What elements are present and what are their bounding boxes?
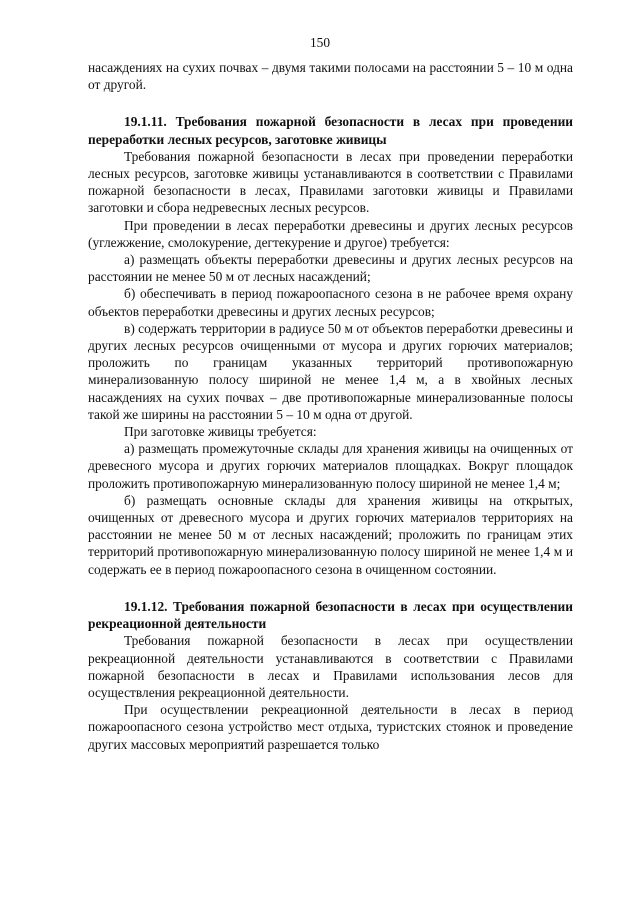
list-item: а) размещать промежуточные склады для хранения живицы на очищенных от древесного мусора и других горючих материалов площадках. Вокруг площадок проложить противопожарную минерализованную полосу шириной не менее 1,4 м; bbox=[88, 441, 573, 491]
list-item: б) размещать основные склады для хранения живицы на открытых, очищенных от древесного мусора и других горючих материалов территориях на расстоянии не менее 50 м от лесных насаждений; проложить по границам этих территорий противопожарную минерализованную полосу шириной не менее 1,4 м и содержать ее в период пожароопасного сезона в очищенном состоянии. bbox=[88, 492, 573, 577]
list-item: а) размещать объекты переработки древесины и других лесных ресурсов на расстоянии не менее 50 м от лесных насаждений; bbox=[88, 252, 573, 285]
paragraph: При проведении в лесах переработки древесины и других лесных ресурсов (углежжение, смолокурение, дегтекурение и другое) требуется: bbox=[88, 217, 573, 250]
paragraph: Требования пожарной безопасности в лесах при осуществлении рекреационной деятельности устанавливаются в соответствии с Правилами пожарной безопасности в лесах и Правилами использования лесов для осуществления рекреационной деятельности. bbox=[88, 633, 573, 700]
paragraph: При осуществлении рекреационной деятельности в лесах в период пожароопасного сезона устройство мест отдыха, туристских стоянок и проведение других массовых мероприятий разрешается только bbox=[88, 702, 573, 752]
intro-paragraph: насаждениях на сухих почвах – двумя такими полосами на расстоянии 5 – 10 м одна от другой. bbox=[88, 60, 573, 93]
section-heading-19-1-12: 19.1.12. Требования пожарной безопасности в лесах при осуществлении рекреационной деятельности bbox=[88, 598, 573, 632]
section-heading-19-1-11: 19.1.11. Требования пожарной безопасности в лесах при проведении переработки лесных ресурсов, заготовке живицы bbox=[88, 114, 573, 147]
page-number: 150 bbox=[309, 35, 331, 50]
paragraph: Требования пожарной безопасности в лесах при проведении переработки лесных ресурсов, заготовке живицы устанавливаются в соответствии с Правилами пожарной безопасности в лесах, Правилами заготовки живицы и Правилами заготовки и сбора недревесных лесных ресурсов. bbox=[88, 148, 573, 216]
list-item: в) содержать территории в радиусе 50 м от объектов переработки древесины и других лесных ресурсов очищенными от мусора и других горючих материалов; проложить по границам указанных территорий противопожарную минерализованную полосу шириной не менее 1,4 м, а в хвойных лесных насаждениях на сухих почвах – две противопожарные минерализованные полосы такой же ширины на расстоянии 5 – 10 м одна от другой. bbox=[88, 320, 573, 422]
document-body bbox=[88, 59, 573, 753]
list-item: б) обеспечивать в период пожароопасного сезона в не рабочее время охрану объектов переработки древесины и других лесных ресурсов; bbox=[88, 286, 573, 319]
paragraph: При заготовке живицы требуется: bbox=[124, 424, 317, 440]
